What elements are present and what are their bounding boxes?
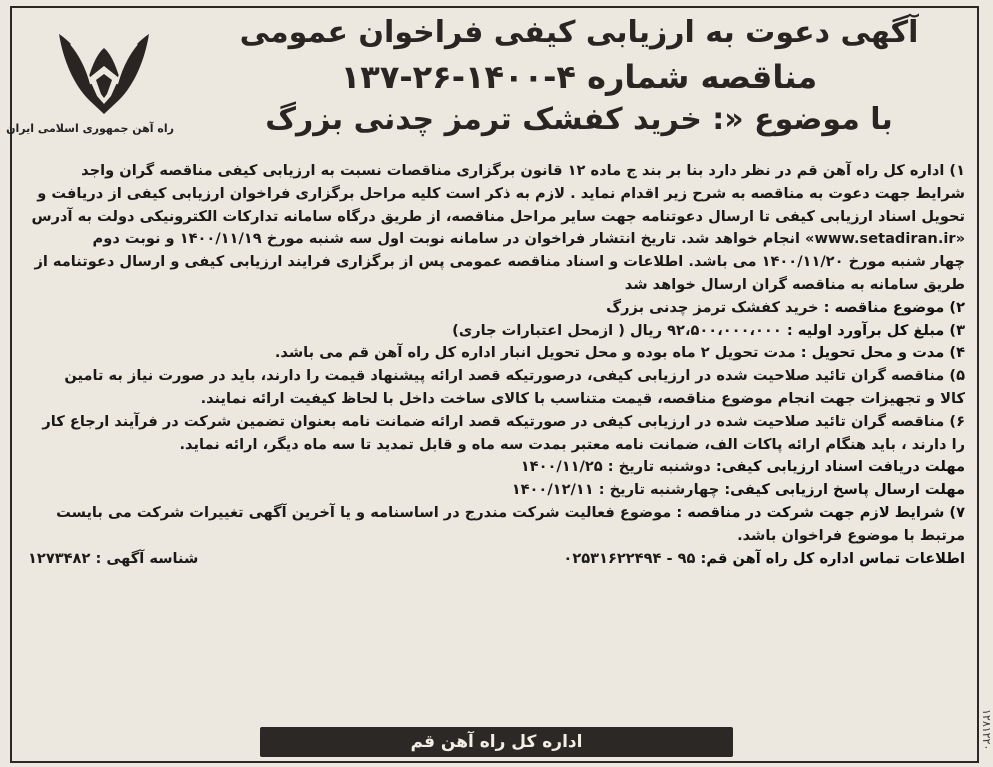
tender-number: مناقصه شماره ۴-۱۴۰۰-۲۶-۱۳۷ <box>340 57 818 96</box>
item6-line: را دارند ، باید هنگام ارائه پاکات الف، ضمانت نامه معتبر بمدت سه ماه و قابل تمدید تا سه ماه دیگر، ارائه نماید. <box>179 435 965 453</box>
item5-line: کالا و تجهیزات جهت انجام موضوع مناقصه، قیمت متناسب با کالای ساخت داخل با لحاظ کیفیت ارائه نمایند. <box>200 389 965 407</box>
contact-label: اطلاعات تماس اداره کل راه آهن قم: <box>700 549 965 567</box>
para1-line: «www.setadiran.ir» انجام خواهد شد. تاریخ انتشار فراخوان در سامانه نوبت اول سه شنبه مورخ ۱۴۰۰/۱۱/۱۹ و نوبت دوم <box>92 230 965 248</box>
contact-row <box>28 548 965 571</box>
item-delivery-label: ۴) مدت و محل تحویل : <box>800 344 965 362</box>
item-conditions-label: ۷) شرایط لازم جهت شرکت در مناقصه : <box>676 503 965 521</box>
railway-logo <box>6 14 174 154</box>
deadline-send-label: مهلت ارسال پاسخ ارزیابی کیفی: <box>724 481 965 499</box>
para1-line: شرایط جهت دعوت به مناقصه به شرح زیر اقدام نماید . لازم به ذکر است کلیه مراحل برگزاری فراخوان ارزیابی کیفی از دریافت و <box>37 184 965 202</box>
item-estimate-value: ۹۲،۵۰۰،۰۰۰،۰۰۰ ریال ( ازمحل اعتبارات جاری) <box>452 321 782 339</box>
side-code: ۱۲۸۱۲۲۰ <box>980 708 993 750</box>
item-delivery-value: مدت تحویل ۲ ماه بوده و محل تحویل انبار اداره کل راه آهن قم می باشد. <box>274 344 796 362</box>
ad-subject: با موضوع «: خرید کفشک ترمز چدنی بزرگ <box>265 102 893 138</box>
title-block <box>219 16 939 138</box>
deadline-receive <box>28 456 965 479</box>
item-estimate-label: ۳) مبلغ کل برآورد اولیه : <box>786 321 965 339</box>
deadline-send-value: چهارشنبه تاریخ : ۱۴۰۰/۱۲/۱۱ <box>511 481 720 499</box>
item-conditions-value: موضوع فعالیت شرکت مندرج در اساسنامه و یا آخرین آگهی تغییرات شرکت می بایست <box>56 503 672 521</box>
deadline-receive-label: مهلت دریافت اسناد ارزیابی کیفی: <box>715 458 965 476</box>
para1-line: تحویل اسناد ارزیابی کیفی تا ارسال دعوتنامه جهت سایر مراحل مناقصه، از طریق درگاه سامانه تدارکات الکترونیکی دولت به آدرس <box>31 207 965 225</box>
ad-title: آگهی دعوت به ارزیابی کیفی فراخوان عمومی <box>239 15 919 50</box>
para1-line: ۱) اداره کل راه آهن قم در نظر دارد بنا بر بند ج ماده ۱۲ قانون برگزاری مناقصات نسبت به ارزیابی کیفی مناقصه گران واجد <box>81 162 965 179</box>
winged-emblem-icon <box>49 14 159 124</box>
ad-body <box>28 160 965 570</box>
para1-line: طریق سامانه به مناقصه گران ارسال خواهد شد <box>624 275 965 293</box>
footer-band: اداره کل راه آهن قم <box>260 727 733 757</box>
item-subject-label: ۲) موضوع مناقصه : <box>823 298 965 316</box>
ad-header <box>6 6 979 156</box>
contact-info <box>563 548 965 571</box>
ad-id <box>28 548 198 571</box>
item-conditions-line: مرتبط با موضوع فراخوان باشد. <box>737 526 965 544</box>
item-subject <box>28 297 965 320</box>
logo-caption: راه آهن جمهوری اسلامی ایران <box>6 122 174 135</box>
item-subject-value: خرید کفشک ترمز چدنی بزرگ <box>606 298 819 316</box>
contact-phone: ۹۵ - ۰۲۵۳۱۶۲۲۴۹۴ <box>563 549 696 567</box>
ad-id-value: ۱۲۷۳۴۸۲ <box>28 549 91 567</box>
item5-line: ۵) مناقصه گران تائید صلاحیت شده در ارزیابی کیفی، درصورتیکه قصد ارائه پیشنهاد قیمت را دارند، باید در صورت نیاز به تامین <box>64 367 965 385</box>
item-estimate <box>28 320 965 343</box>
ad-id-label: شناسه آگهی : <box>95 549 199 567</box>
deadline-receive-value: دوشنبه تاریخ : ۱۴۰۰/۱۱/۲۵ <box>520 458 711 476</box>
item6-line: ۶) مناقصه گران تائید صلاحیت شده در ارزیابی کیفی در صورتیکه قصد ارائه ضمانت نامه بعنوان تضمین شرکت در فرآیند ارجاع کار <box>42 412 965 430</box>
deadline-send <box>28 479 965 502</box>
item-delivery <box>28 342 965 365</box>
para1-line: چهار شنبه مورخ ۱۴۰۰/۱۱/۲۰ می باشد. اطلاعات و اسناد مناقصه عمومی پس از برگزاری فرایند ارزیابی کیفی و ارسال دعوتنامه از <box>34 253 965 271</box>
item-conditions <box>28 502 965 525</box>
